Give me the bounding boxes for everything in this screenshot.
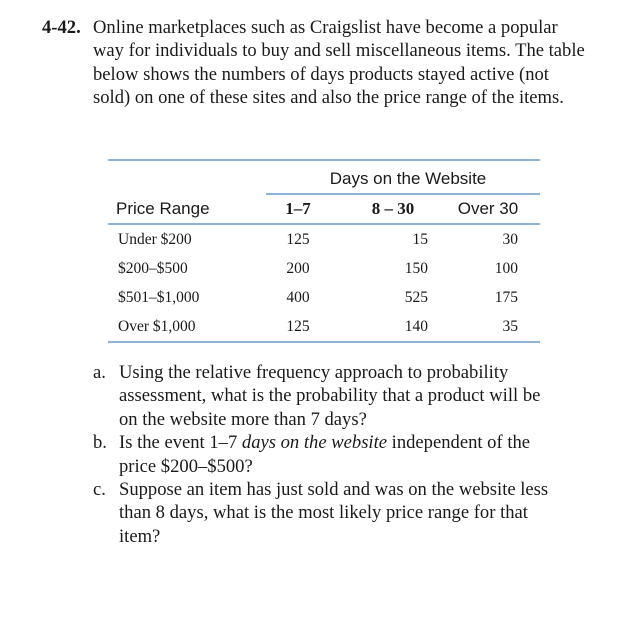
cell-over-30: 35 — [502, 318, 518, 335]
problem-number: 4-42. — [42, 17, 81, 38]
part-b-letter: b. — [93, 432, 107, 454]
table-top-rule — [108, 159, 540, 161]
cell-1-7: 125 — [286, 231, 310, 248]
cell-1-7: 400 — [286, 289, 310, 306]
part-b-text-post: independent of the price $200–$500? — [119, 432, 531, 477]
part-a-letter: a. — [93, 362, 106, 383]
table-row — [108, 231, 540, 260]
cell-8-30: 15 — [412, 231, 428, 248]
row-label: Over $1,000 — [118, 318, 196, 335]
cell-over-30: 100 — [494, 260, 518, 277]
part-c-text: Suppose an item has just sold and was on the website less than 8 days, what is the most likely price range for that item? — [119, 479, 549, 547]
part-b-text-pre: Is the event 1–7 — [119, 432, 242, 454]
problem-statement — [42, 16, 587, 110]
cell-8-30: 525 — [404, 289, 428, 306]
part-b — [93, 431, 563, 478]
table-bottom-rule — [108, 341, 540, 343]
cell-1-7: 125 — [286, 318, 310, 335]
cell-1-7: 200 — [286, 260, 310, 277]
table-row — [108, 260, 540, 289]
cell-8-30: 150 — [404, 260, 428, 277]
question-parts — [93, 361, 563, 548]
cell-8-30: 140 — [404, 318, 428, 335]
row-label: $200–$500 — [118, 260, 188, 277]
table-row — [108, 289, 540, 318]
column-header-rule — [108, 223, 540, 225]
column-header-row — [108, 199, 540, 223]
row-label: Under $200 — [118, 231, 192, 248]
part-a — [93, 361, 563, 431]
column-header-price-range: Price Range — [116, 199, 210, 218]
column-header-8-30: 8 – 30 — [371, 199, 415, 218]
cell-over-30: 30 — [502, 231, 518, 248]
column-header-over-30: Over 30 — [457, 199, 519, 218]
problem-text: Online marketplaces such as Craigslist have become a popular way for individuals to buy and sell miscellaneous items. The table below shows the numbers of days products stayed active (not sold) on one of these sites and also the price range of the items. — [93, 17, 585, 109]
column-header-1-7: 1–7 — [285, 199, 311, 218]
cell-over-30: 175 — [494, 289, 518, 306]
group-header-rule — [266, 193, 540, 195]
part-a-text: Using the relative frequency approach to probability assessment, what is the probability that a product will be on the website more than 7 days? — [119, 362, 541, 430]
group-header: Days on the Website — [329, 169, 487, 188]
part-c-letter: c. — [93, 479, 106, 501]
part-b-text-italic: days on the website — [241, 432, 388, 454]
data-table — [108, 159, 540, 335]
table-body — [108, 231, 540, 347]
row-label: $501–$1,000 — [118, 289, 200, 306]
part-c — [93, 478, 563, 548]
